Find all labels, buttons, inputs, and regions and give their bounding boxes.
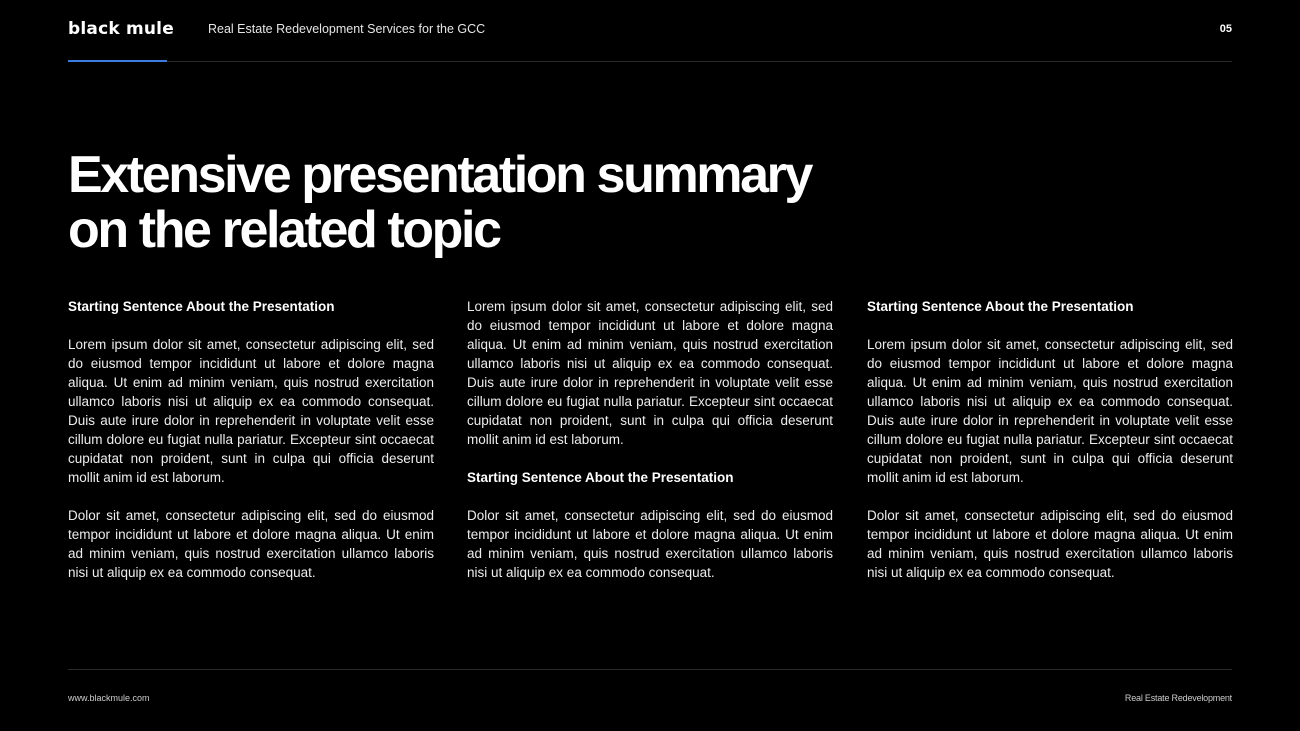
footer-divider — [68, 669, 1232, 670]
page-title-line-2: on the related topic — [68, 201, 500, 259]
content-column-2 — [467, 297, 833, 582]
column-heading: Starting Sentence About the Presentation — [68, 299, 335, 314]
header-title: Real Estate Redevelopment Services for the GCC — [208, 22, 486, 36]
column-paragraph: Dolor sit amet, consectetur adipiscing elit, sed do eiusmod tempor incididunt ut labore et dolore magna aliqua. Ut enim ad minim veniam, quis nostrud exercitation ullamco laboris nisi ut aliquip ex ea commodo consequat. — [867, 508, 1233, 580]
page-title-line-1: Extensive presentation summary — [68, 146, 811, 204]
footer-tagline: Real Estate Redevelopment — [1124, 693, 1232, 703]
content-column-3 — [867, 297, 1233, 582]
page-number: 05 — [1219, 23, 1232, 35]
column-heading: Starting Sentence About the Presentation — [467, 470, 734, 485]
column-heading: Starting Sentence About the Presentation — [867, 299, 1134, 314]
content-column-1 — [68, 297, 434, 582]
column-paragraph: Lorem ipsum dolor sit amet, consectetur adipiscing elit, sed do eiusmod tempor incididunt ut labore et dolore magna aliqua. Ut enim ad minim veniam, quis nostrud exercitation ullamco laboris nisi ut aliquip ex ea commodo consequat. Duis aute irure dolor in reprehenderit in voluptate velit esse cillum dolore eu fugiat nulla pariatur. Excepteur sint occaecat cupidatat non proident, sunt in culpa qui officia deserunt mollit anim id est laborum. — [867, 337, 1233, 485]
column-paragraph: Lorem ipsum dolor sit amet, consectetur adipiscing elit, sed do eiusmod tempor incididunt ut labore et dolore magna aliqua. Ut enim ad minim veniam, quis nostrud exercitation ullamco laboris nisi ut aliquip ex ea commodo consequat. Duis aute irure dolor in reprehenderit in voluptate velit esse cillum dolore eu fugiat nulla pariatur. Excepteur sint occaecat cupidatat non proident, sunt in culpa qui officia deserunt mollit anim id est laborum. — [68, 337, 434, 485]
column-paragraph: Dolor sit amet, consectetur adipiscing elit, sed do eiusmod tempor incididunt ut labore et dolore magna aliqua. Ut enim ad minim veniam, quis nostrud exercitation ullamco laboris nisi ut aliquip ex ea commodo consequat. — [68, 508, 434, 580]
brand-logo[interactable]: black mule — [68, 19, 174, 39]
column-paragraph: Dolor sit amet, consectetur adipiscing elit, sed do eiusmod tempor incididunt ut labore et dolore magna aliqua. Ut enim ad minim veniam, quis nostrud exercitation ullamco laboris nisi ut aliquip ex ea commodo consequat. — [467, 508, 833, 580]
column-paragraph: Lorem ipsum dolor sit amet, consectetur adipiscing elit, sed do eiusmod tempor incididunt ut labore et dolore magna aliqua. Ut enim ad minim veniam, quis nostrud exercitation ullamco laboris nisi ut aliquip ex ea commodo consequat. Duis aute irure dolor in reprehenderit in voluptate velit esse cillum dolore eu fugiat nulla pariatur. Excepteur sint occaecat cupidatat non proident, sunt in culpa qui officia deserunt mollit anim id est laborum. — [467, 299, 833, 447]
header — [68, 0, 1232, 62]
page-title — [68, 148, 868, 258]
active-indicator — [68, 60, 167, 62]
footer-website-link[interactable]: www.blackmule.com — [68, 693, 150, 703]
